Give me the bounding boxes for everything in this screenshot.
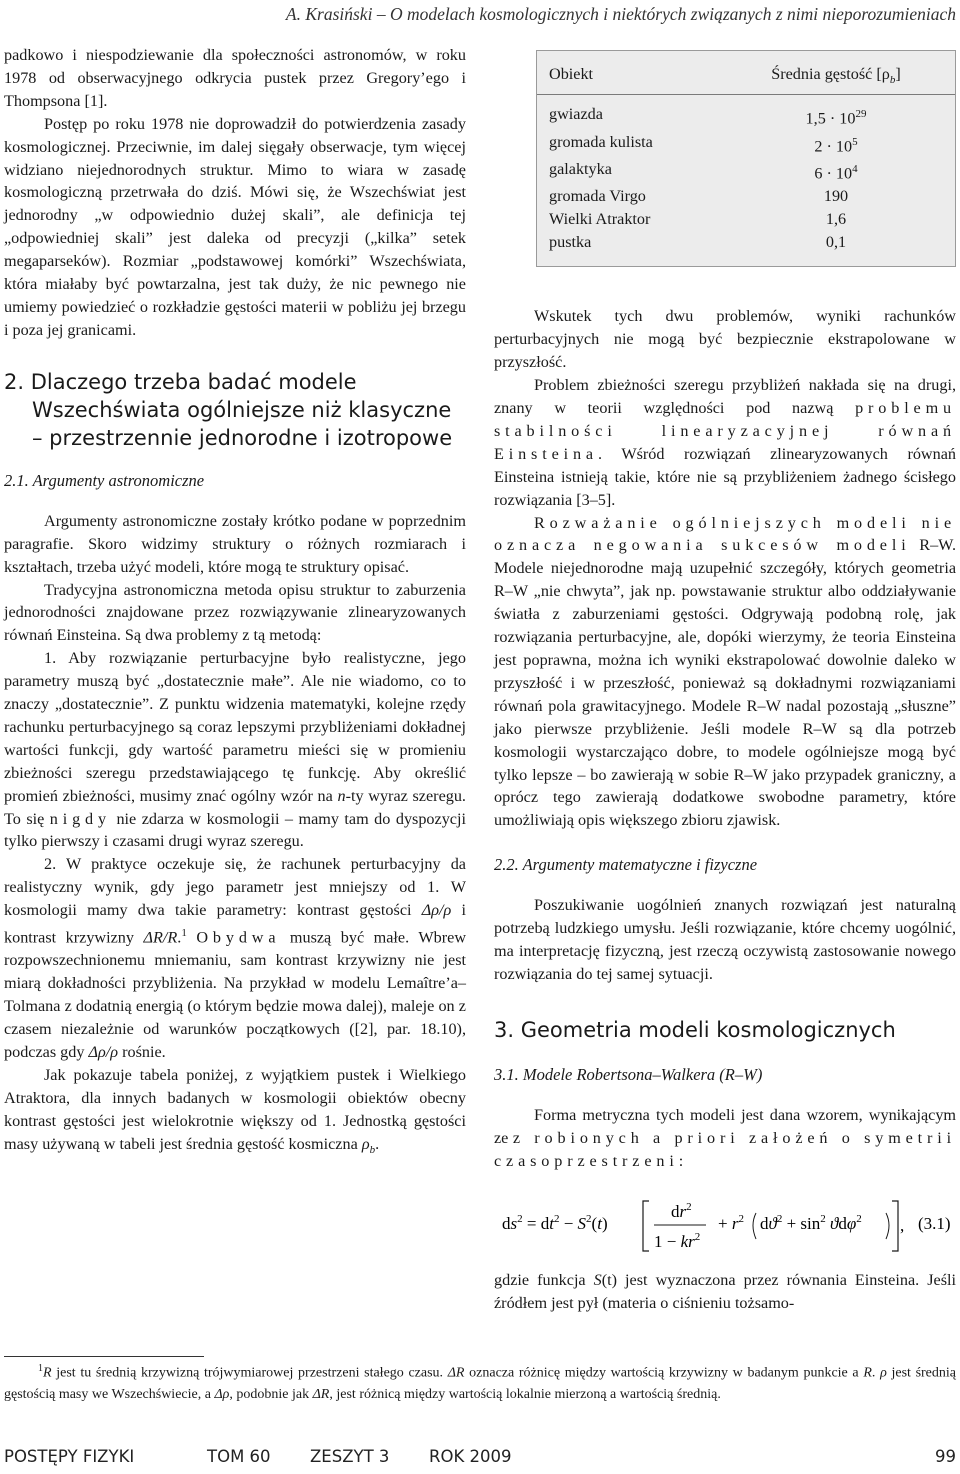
- svg-text:dϑ2 + sin2 ϑdφ2: $dϑ^2 + \sin^2 ϑd\varphi^2$: [760, 1212, 862, 1233]
- table-cell-object: gromada Virgo: [549, 187, 646, 206]
- paragraph: Rozważanie ogólniejszych modeli nie oznacza negowania sukcesów modeli R–W. Modele niejednorodne mają uzupełnić szczegóły, których geometria R–W „nie chwyta”, jak np. powstawanie struktur albo oddziaływanie światła z zaburzeniami gęstości. Odgrywają podobną rolę, jak rozwiązania perturbacyjne, ale, dopóki wierzymy, że teoria Einsteina jest poprawna, można ich wyniki ekstrapolować dowolnie daleko w przyszłość i w przeszłość, ponieważ są dokładnymi rozwiązaniami równań pola grawitacyjnego. Modele R–W nadal pozostają „słuszne” jako pierwsze przybliżenie. Jeśli modele R–W są dla potrzeb kosmologii wystarczająco dobre, to modele ogólniejsze mogą być tylko lepsze – bo zawierają w sobie R–W jako przypadek graniczny, a oprócz tego zawierają dodatkowe swobodne parametry, które umożliwiają opis większego zbioru zjawisk.: [494, 513, 956, 830]
- spaced-emphasis: problemu stabilności linearyzacyjnej równań Einsteina: [494, 399, 956, 463]
- table-cell-object: gromada kulista: [549, 132, 653, 151]
- spaced-emphasis: nigdy: [49, 809, 111, 828]
- footnote-mark[interactable]: 1: [181, 927, 187, 940]
- section-title: Dlaczego trzeba badać modele Wszechświata ogólniejsze niż klasyczne – przestrzennie jednorodne i izotropowe: [30, 369, 453, 450]
- svg-text:ds2 = dt2 − S2(t): $ds^2 = dt^2 - S^2(t)$: [502, 1212, 608, 1233]
- math-curvature-contrast: ΔR/R: [143, 928, 178, 947]
- table-header: [537, 55, 955, 95]
- footer-issue: ZESZYT 3: [310, 1447, 390, 1466]
- subsection-heading-2-1: 2.1. Argumenty astronomiczne: [4, 470, 205, 490]
- metric-equation: [494, 1187, 956, 1259]
- table-row: [537, 131, 955, 158]
- table-header-density: Średnia gęstość $[\rho_b]$: [771, 65, 901, 87]
- paragraph: Jak pokazuje tabela poniżej, z wyjątkiem pustek i Wielkiego Atraktora, dla innych badanych w kosmologii obiektów obecny kontrast gęstości jest wielokrotnie większy od 1. Jednostką gęstości masy używaną w tabeli jest średnia gęstość kosmiczna $\rho_b$.: [4, 1065, 466, 1156]
- math-rho: ρ: [361, 1134, 370, 1153]
- table-row: [537, 231, 955, 254]
- table-cell-density: $1,5 \cdot 10^{29}$: [805, 108, 867, 128]
- table-row: [537, 103, 955, 130]
- paragraph: Argumenty astronomiczne zostały krótko podane w poprzednim paragrafie. Skoro widzimy struktury o różnych rozmiarach i kształtach, trzeba użyć modeli, które mogą te struktury opisać.: [4, 511, 466, 576]
- spaced-emphasis: Rozważanie ogólniejszych modeli nie oznacza negowania sukcesów modeli: [494, 513, 956, 555]
- table-cell-density: 1,6: [825, 210, 847, 229]
- running-header: A. Krasiński – O modelach kosmologicznych i niektórych związanych z nimi nieporozumieniach: [285, 4, 956, 24]
- spaced-emphasis: z robionych a priori założeń o symetrii czasoprzestrzeni: [494, 1128, 957, 1170]
- paragraph: Problem zbieżności szeregu przybliżeń nakłada się na drugi, znany w teorii względności pod nazwą problemu stabilności linearyzacyjnej równań Einsteina. Wśród rozwiązań zlinearyzowanych równań Einsteina istnieją takie, które nie są przybliżeniem żadnego ścisłego rozwiązania [3–5].: [494, 376, 956, 509]
- paragraph: Poszukiwanie uogólnień znanych rozwiązań jest naturalną potrzebą ludzkiego umysłu. Jeśli rozwiązanie, które chcemy uogólnić, ma interpretację fizyczną, jest rzeczą oczywistą zastosowanie nowego rozwiązania do tej samej sytuacji.: [494, 896, 956, 983]
- density-table: [536, 50, 956, 267]
- subsection-heading-2-2: 2.2. Argumenty matematyczne i fizyczne: [494, 855, 758, 875]
- svg-text:1 − kr2: $1 - kr^2$: [654, 1230, 701, 1251]
- svg-text:+ r2: + $r^2$: [718, 1212, 744, 1233]
- table-cell-object: galaktyka: [549, 160, 612, 179]
- math-density-contrast: Δρ/ρ: [88, 1043, 119, 1062]
- section-number: 2.: [4, 369, 25, 394]
- table-cell-density: $6 \cdot 10^4$: [814, 163, 858, 183]
- paragraph: Forma metryczna tych modeli jest dana wzorem, wynikającym ze z robionych a priori założeń o symetrii czasoprzestrzeni:: [494, 1105, 957, 1170]
- math-S: S: [593, 1270, 602, 1289]
- section-heading-3: 3. Geometria modeli kosmologicznych: [494, 1017, 896, 1042]
- paragraph: Postęp po roku 1978 nie doprowadził do potwierdzenia zasady kosmologicznej. Przeciwnie, im dalej sięgały obserwacje, tym więcej widziano niejednorodnych struktur. Mimo to wiara w zasadę kosmologiczną przetrwała do dziś. Mówi się, że Wszechświat jest jednorodny „w odpowiednio dużej skali”, ale definicja tej „odpowiedniej skali” jest daleka od precyzji („kilka” setek megaparseków). Rozmiar „podstawowej komórki” Wszechświata, która miałaby być powtarzalna, jest tak duży, że nic pewnego nie umiemy powiedzieć o rozkładzie gęstości materii w pobliżu jej brzegu i poza jej granicami.: [4, 114, 466, 339]
- subsection-heading-3-1: 3.1. Modele Robertsona–Walkera (R–W): [494, 1064, 763, 1084]
- equation-number: (3.1): [918, 1213, 951, 1233]
- table-cell-object: pustka: [549, 233, 592, 252]
- table-cell-density: $2 \cdot 10^5$: [814, 135, 858, 156]
- math-n: n: [337, 786, 346, 805]
- paragraph: 1. Aby rozwiązanie perturbacyjne było realistyczne, jego parametry muszą być „dostatecznie małe”. Ale nie wiadomo, co to znaczy „dostatecznie”. Z punktu widzenia matematyki, kolejne rzędy rachunku perturbacyjnego są coraz lepszymi przybliżeniami dokładnej wartości funkcji, gdy wartość parametru mieści się w promieniu zbieżności szeregu przedstawiającego tę funkcję. Aby określić promień zbieżności, musimy znać ogólny wzór na n-ty wyraz szeregu. To się nigdy nie zdarza w kosmologii – mamy tam do dyspozycji tylko pierwszy i czasami drugi wyraz szeregu.: [4, 649, 466, 851]
- right-column: [494, 44, 956, 1314]
- equation-3-1: [494, 1187, 956, 1259]
- footer-year: ROK 2009: [429, 1447, 512, 1466]
- table-header-object: Obiekt: [549, 65, 594, 83]
- section-heading-2: [4, 368, 466, 452]
- footer-journal: POSTĘPY FIZYKI: [4, 1447, 135, 1466]
- table-row: [537, 185, 955, 208]
- table-cell-density: 190: [823, 187, 849, 206]
- table-row: [537, 158, 955, 185]
- footer-page-number: 99: [935, 1447, 956, 1466]
- paragraph: padkowo i niespodziewanie dla społeczności astronomów, w roku 1978 od obserwacyjnego odkrycia pustek przez Gregory’ego i Thompsona [1].: [4, 46, 466, 110]
- paragraph: 2. W praktyce oczekuje się, że rachunek perturbacyjny da realistyczny wynik, gdy jego parametr jest mniejszy od 1. W kosmologii mamy dwa takie parametry: kontrast gęstości Δρ/ρ i kontrast krzywizny ΔR/R.$^1$ Obydwa muszą być małe. Wbrew rozpowszechnionemu mniemaniu, sam kontrast krzywizny nie jest miarą dokładności przybliżenia. Na przykład w modelu Lemaître’a–Tolmana z dodatnią energią (o którym będzie mowa dalej), maleje on z czasem niezależnie od warunków początkowych ([2], par. 18.10), podczas gdy Δρ/ρ rośnie.: [4, 855, 467, 1062]
- table-cell-object: gwiazda: [549, 105, 603, 124]
- footnote: $^1$R jest tu średnią krzywizną trójwymiarowej przestrzeni stałego czasu. ΔR oznacza różnicę między wartością krzywizny w badanym punkcie a R. ρ jest średnią gęstością masy we Wszechświecie, a Δρ, podobnie jak ΔR, jest różnicą między wartością lokalnie mierzoną a wartością średnią.: [4, 1363, 956, 1402]
- paragraph: Tradycyjna astronomiczna metoda opisu struktur to zaburzenia jednorodności znajdowane przez rozwiązywanie zlinearyzowanych równań Einsteina. Są dwa problemy z tą metodą:: [4, 580, 466, 645]
- table-body: [537, 103, 955, 254]
- paragraph: Wskutek tych dwu problemów, wyniki rachunków perturbacyjnych nie mogą być bezpiecznie ekstrapolowane w przyszłość.: [494, 307, 956, 372]
- footnote-number: 1: [38, 1363, 43, 1374]
- spaced-emphasis: Obydwa: [196, 928, 281, 947]
- svg-text:dr2: $dr^2$: [671, 1200, 692, 1221]
- left-column: [4, 44, 466, 1162]
- math-density-contrast: Δρ/ρ: [421, 901, 452, 920]
- table-cell-object: Wielki Atraktor: [549, 210, 651, 229]
- svg-text:,: ,: [900, 1215, 905, 1235]
- paragraph: gdzie funkcja S(t) jest wyznaczona przez równania Einsteina. Jeśli źródłem jest pył (materia o ciśnieniu tożsamo-: [494, 1270, 956, 1312]
- table-row: [537, 208, 955, 231]
- table-cell-density: 0,1: [825, 233, 847, 252]
- footer-volume: TOM 60: [207, 1447, 271, 1466]
